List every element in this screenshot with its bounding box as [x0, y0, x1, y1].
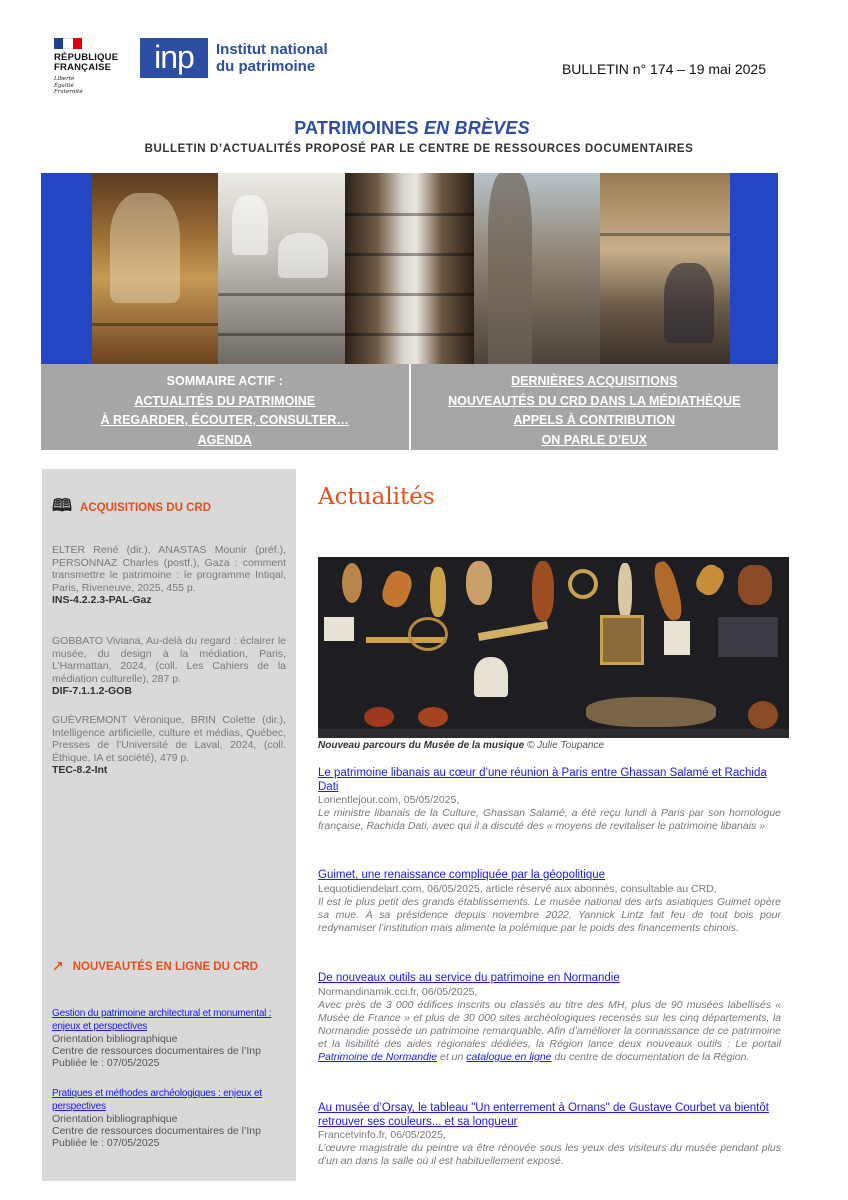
nouveaute-item: Gestion du patrimoine architectural et monumental : enjeux et perspectives Orientation bibliographique Centre de ressources documentaires de l’Inp Publiée le : 07/05/2025 — [52, 1008, 272, 1069]
sidebar — [42, 469, 296, 1181]
sommaire-bar — [41, 364, 778, 450]
sommaire-link-nouveautes[interactable]: NOUVEAUTÉS DU CRD DANS LA MÉDIATHÈQUE — [448, 393, 741, 408]
republique-francaise-logo — [54, 38, 134, 96]
article-summary: Il est le plus petit des grands établissements. Le musée national des arts asiatiques Guimet opère sa mue. À sa présidence depuis novembre 2022, Yannick Lintz fait feu de tout bois pour redynamiser l’institution mais alimente la polémique par le poids des financements chinois. — [318, 895, 781, 934]
article-link[interactable]: Au musée d’Orsay, le tableau "Un enterrement à Ornans" de Gustave Courbet va bientôt retrouver ses couleurs... et sa longueur — [318, 1102, 769, 1128]
sommaire-heading: SOMMAIRE ACTIF : — [166, 374, 283, 388]
header-banner — [41, 173, 778, 364]
trend-arrow-icon: ↗ — [52, 959, 64, 975]
article — [318, 869, 781, 935]
nouveautes-heading: ↗ NOUVEAUTÉS EN LIGNE DU CRD — [52, 959, 259, 975]
nouveaute-item: Pratiques et méthodes archéologiques : enjeux et perspectives Orientation bibliographique Centre de ressources documentaires de l’Inp Publiée le : 07/05/2025 — [52, 1088, 262, 1149]
page-subtitle: BULLETIN D’ACTUALITÉS PROPOSÉ PAR LE CENTRE DE RESSOURCES DOCUMENTAIRES — [144, 143, 694, 155]
acquisition-item: GOBBATO Viviana, Au-delà du regard : éclairer le musée, du design à la médiation, Paris, L’Harmattan, 2024, (coll. Les Cahiers de la médiation culturelle), 287 p. DIF-7.1.1.2-GOB — [52, 635, 286, 697]
sommaire-link-actualites[interactable]: ACTUALITÉS DU PATRIMOINE — [134, 393, 316, 408]
section-title-actualites: Actualités — [318, 484, 435, 510]
sommaire-link-acquisitions[interactable]: DERNIÈRES ACQUISITIONS — [511, 374, 678, 388]
article-source: Lorientlejour.com, 05/05/2025, — [318, 794, 460, 806]
french-flag-icon — [54, 38, 82, 49]
banner-photo-skeleton-gallery — [92, 173, 218, 364]
banner-photo-archive-shelves — [345, 173, 474, 364]
bulletin-number: BULLETIN n° 174 – 19 mai 2025 — [561, 61, 766, 77]
open-book-icon: 🕮 — [52, 496, 73, 516]
article — [318, 1102, 781, 1168]
acquisition-item: GUÈVREMONT Véronique, BRIN Colette (dir.), Intelligence artificielle, culture et médias, Québec, Presses de l’Université de Laval, 2024, (coll. Éthique, IA et société), 479 p. TEC-8.2-Int — [52, 714, 286, 776]
sommaire-link-appels[interactable]: APPELS À CONTRIBUTION — [513, 413, 676, 427]
article-summary: Avec près de 3 000 édifices inscrits ou classés au titre des MH, plus de 90 musées labellisés « Musée de France » et plus de 30 000 sites archéologiques recensés sur les cinq départements, la Normandie possède un patrimoine remarquable. Afin d’améliorer la connaissance de ce patrimoine et la lisibilité des aides régionales dédiées, la Région lance deux nouveaux outils : Le portail Patrimoine de Normandie et un catalogue en ligne du centre de documentation de la Région. — [318, 998, 781, 1063]
sommaire-link-regarder[interactable]: À REGARDER, ÉCOUTER, CONSULTER… — [100, 413, 349, 427]
photo-caption: Nouveau parcours du Musée de la musique © Julie Toupance — [318, 740, 605, 751]
inp-logo — [140, 38, 328, 78]
sommaire-left — [41, 364, 409, 450]
musee-musique-photo — [318, 557, 789, 738]
inp-logo-text: Institut national du patrimoine — [216, 41, 328, 75]
catalogue-en-ligne-link[interactable]: catalogue en ligne — [466, 1050, 552, 1063]
article — [318, 972, 781, 1064]
sommaire-link-agenda[interactable]: AGENDA — [197, 432, 252, 447]
article-source: Normandinamik.cci.fr, 06/05/2025, — [318, 985, 478, 998]
sommaire-link-on-parle[interactable]: ON PARLE D’EUX — [541, 432, 647, 447]
inp-logo-mark: inp — [140, 38, 208, 78]
banner-photo-gothic-spire — [474, 173, 600, 364]
sommaire-right — [409, 364, 779, 450]
nouveaute-link[interactable]: Pratiques et méthodes archéologiques : enjeux et perspectives — [52, 1088, 262, 1112]
article-link[interactable]: Le patrimoine libanais au cœur d’une réunion à Paris entre Ghassan Salamé et Rachida Dati — [318, 767, 767, 793]
article-summary: L’œuvre magistrale du peintre va être rénovée sous les yeux des visiteurs du musée pendant plus d’un an dans la salle où il est habituellement exposé. — [318, 1142, 781, 1167]
article-source: Francetvinfo.fr, 06/05/2025, — [318, 1129, 446, 1141]
banner-photo-restoration-workshop — [600, 173, 730, 364]
acquisition-item: ELTER René (dir.), ANASTAS Mounir (préf.), PERSONNAZ Charles (postf.), Gaza : comment transmettre le patrimoine : le programme Intiqal, Paris, Riveneuve, 2025, 455 p. INS-4.2.2.3-PAL-Gaz — [52, 544, 286, 606]
article-summary: Le ministre libanais de la Culture, Ghassan Salamé, a été reçu lundi à Paris par son homologue française, Rachida Dati, avec qui il a discuté des « moyens de revitaliser le patrimoine libanais » — [318, 807, 781, 832]
article-link[interactable]: Guimet, une renaissance compliquée par la géopolitique — [318, 869, 606, 881]
article-link[interactable]: De nouveaux outils au service du patrimoine en Normandie — [318, 972, 620, 984]
rf-motto: Liberté Égalité Fraternité — [54, 76, 83, 95]
article — [318, 767, 781, 833]
patrimoine-normandie-link[interactable]: Patrimoine de Normandie — [318, 1050, 438, 1063]
rf-name: RÉPUBLIQUE FRANÇAISE — [54, 52, 119, 73]
nouveaute-link[interactable]: Gestion du patrimoine architectural et monumental : enjeux et perspectives — [52, 1008, 272, 1032]
page-title: PATRIMOINES EN BRÈVES — [294, 118, 530, 138]
banner-photo-plaster-casts — [218, 173, 345, 364]
acquisitions-heading: 🕮 ACQUISITIONS DU CRD — [52, 493, 211, 522]
article-source: Lequotidiendelart.com, 06/05/2025, article réservé aux abonnés, consultable au CRD, — [318, 882, 717, 895]
